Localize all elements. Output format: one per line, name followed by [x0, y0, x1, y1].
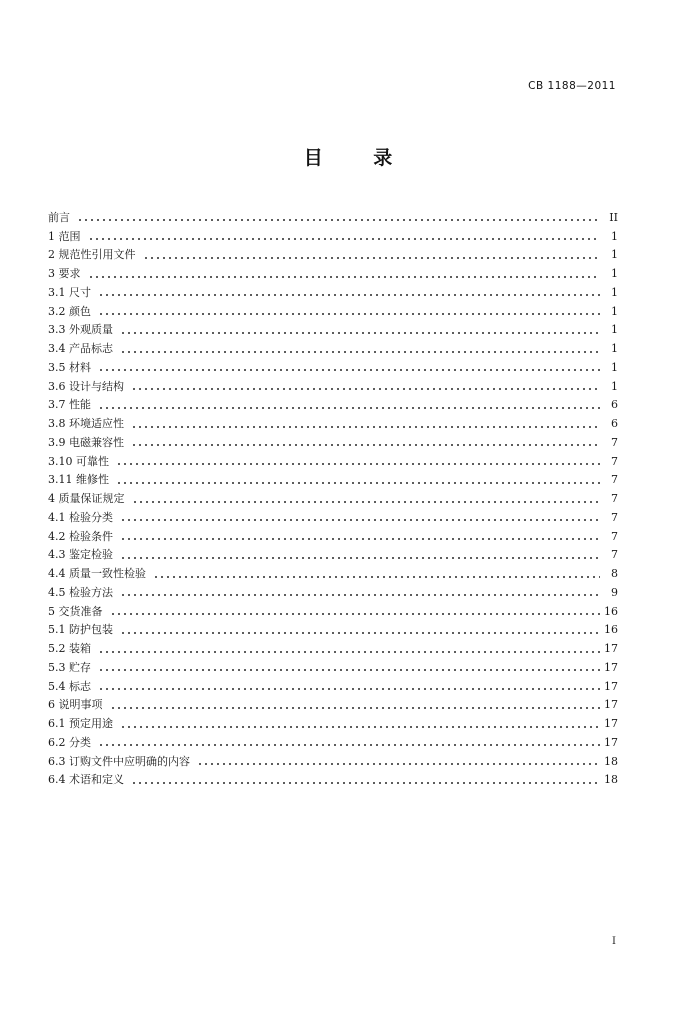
page-number: I [612, 936, 616, 947]
toc-entry-label: 4.3 鉴定检验 [48, 548, 113, 562]
toc-entry[interactable] [48, 283, 618, 302]
toc-dot-leader [110, 707, 601, 709]
toc-dot-leader [98, 313, 600, 315]
toc-entry-page: 9 [611, 585, 618, 599]
toc-entry-label: 3.1 尺寸 [48, 285, 91, 299]
toc-entry-page: 7 [611, 510, 618, 524]
toc-entry-page: 17 [604, 642, 618, 656]
toc-entry-label: 3 要求 [48, 267, 81, 281]
toc-entry[interactable] [48, 639, 618, 658]
toc-dot-leader [98, 651, 600, 653]
toc-list [48, 208, 618, 789]
toc-entry-label: 4.4 质量一致性检验 [48, 567, 146, 581]
toc-dot-leader [98, 744, 600, 746]
toc-entry[interactable] [48, 602, 618, 621]
toc-dot-leader [110, 613, 601, 615]
toc-entry-label: 3.3 外观质量 [48, 323, 113, 337]
toc-entry-page: 1 [611, 304, 618, 318]
toc-entry-label: 4.2 检验条件 [48, 529, 113, 543]
toc-entry-page: 7 [611, 492, 618, 506]
toc-entry-page: 1 [611, 229, 618, 243]
toc-entry-page: 8 [611, 567, 618, 581]
toc-entry-page: 1 [611, 342, 618, 356]
toc-entry-label: 6 说明事项 [48, 698, 103, 712]
toc-entry-label: 3.4 产品标志 [48, 342, 113, 356]
toc-entry-label: 前言 [48, 210, 70, 224]
toc-entry-page: 18 [604, 773, 618, 787]
toc-dot-leader [98, 294, 600, 296]
toc-dot-leader [88, 238, 601, 240]
toc-entry-page: 17 [604, 735, 618, 749]
toc-entry-page: 1 [611, 248, 618, 262]
toc-entry[interactable] [48, 339, 618, 358]
toc-entry[interactable] [48, 658, 618, 677]
toc-entry-label: 5.2 装箱 [48, 642, 91, 656]
toc-entry-label: 4 质量保证规定 [48, 492, 125, 506]
toc-dot-leader [131, 426, 600, 428]
toc-dot-leader [131, 444, 600, 446]
toc-dot-leader [98, 669, 600, 671]
toc-entry-page: II [609, 210, 618, 224]
toc-entry[interactable] [48, 489, 618, 508]
toc-entry-page: 1 [611, 379, 618, 393]
toc-dot-leader [143, 257, 601, 259]
toc-dot-leader [116, 482, 600, 484]
toc-entry-page: 7 [611, 473, 618, 487]
toc-entry-page: 17 [604, 660, 618, 674]
toc-entry[interactable] [48, 302, 618, 321]
toc-dot-leader [120, 726, 600, 728]
toc-entry[interactable] [48, 696, 618, 715]
toc-entry[interactable] [48, 452, 618, 471]
toc-entry-label: 5.3 贮存 [48, 660, 91, 674]
toc-dot-leader [120, 538, 600, 540]
toc-entry-page: 7 [611, 548, 618, 562]
toc-dot-leader [131, 782, 600, 784]
toc-entry-label: 5.1 防护包装 [48, 623, 113, 637]
toc-entry-page: 1 [611, 267, 618, 281]
toc-dot-leader [197, 763, 600, 765]
toc-entry[interactable] [48, 771, 618, 790]
toc-entry[interactable] [48, 208, 618, 227]
document-code: CB 1188—2011 [528, 80, 616, 92]
toc-entry-label: 4.1 检验分类 [48, 510, 113, 524]
toc-dot-leader [132, 501, 601, 503]
toc-dot-leader [98, 688, 600, 690]
toc-entry-page: 1 [611, 285, 618, 299]
toc-entry-page: 16 [604, 623, 618, 637]
toc-entry-label: 6.2 分类 [48, 735, 91, 749]
toc-entry[interactable] [48, 377, 618, 396]
toc-entry-label: 3.2 颜色 [48, 304, 91, 318]
toc-entry[interactable] [48, 227, 618, 246]
toc-dot-leader [88, 276, 601, 278]
toc-entry-label: 3.5 材料 [48, 360, 91, 374]
toc-entry-page: 7 [611, 435, 618, 449]
toc-dot-leader [153, 576, 600, 578]
toc-dot-leader [120, 351, 600, 353]
toc-entry[interactable] [48, 358, 618, 377]
toc-entry-label: 3.9 电磁兼容性 [48, 435, 124, 449]
toc-entry-page: 7 [611, 454, 618, 468]
toc-entry[interactable] [48, 564, 618, 583]
toc-dot-leader [120, 332, 600, 334]
toc-entry-label: 2 规范性引用文件 [48, 248, 136, 262]
toc-dot-leader [120, 632, 600, 634]
toc-entry-page: 1 [611, 323, 618, 337]
toc-entry-page: 17 [604, 698, 618, 712]
toc-entry-label: 3.7 性能 [48, 398, 91, 412]
toc-dot-leader [77, 219, 600, 221]
toc-entry[interactable] [48, 527, 618, 546]
toc-dot-leader [98, 407, 600, 409]
toc-entry-label: 3.10 可靠性 [48, 454, 109, 468]
toc-entry[interactable] [48, 433, 618, 452]
toc-dot-leader [120, 594, 600, 596]
toc-entry[interactable] [48, 264, 618, 283]
toc-entry-label: 6.1 预定用途 [48, 717, 113, 731]
toc-entry[interactable] [48, 752, 618, 771]
toc-entry-page: 6 [611, 417, 618, 431]
toc-entry[interactable] [48, 321, 618, 340]
toc-dot-leader [98, 369, 600, 371]
toc-entry[interactable] [48, 714, 618, 733]
toc-entry-page: 1 [611, 360, 618, 374]
toc-entry-page: 17 [604, 679, 618, 693]
toc-entry-label: 6.4 术语和定义 [48, 773, 124, 787]
toc-entry[interactable] [48, 246, 618, 265]
toc-dot-leader [120, 519, 600, 521]
toc-entry[interactable] [48, 546, 618, 565]
toc-dot-leader [131, 388, 600, 390]
toc-entry-label: 6.3 订购文件中应明确的内容 [48, 754, 190, 768]
toc-entry[interactable] [48, 414, 618, 433]
toc-title: 目 录 [303, 147, 415, 169]
toc-entry-page: 17 [604, 717, 618, 731]
toc-entry-page: 6 [611, 398, 618, 412]
toc-entry[interactable] [48, 733, 618, 752]
toc-entry-page: 18 [604, 754, 618, 768]
toc-entry-label: 3.6 设计与结构 [48, 379, 124, 393]
toc-entry-label: 5 交货准备 [48, 604, 103, 618]
toc-entry-label: 5.4 标志 [48, 679, 91, 693]
toc-entry-label: 3.8 环境适应性 [48, 417, 124, 431]
toc-entry[interactable] [48, 583, 618, 602]
toc-entry[interactable] [48, 677, 618, 696]
toc-entry[interactable] [48, 508, 618, 527]
toc-entry-label: 4.5 检验方法 [48, 585, 113, 599]
toc-entry-page: 7 [611, 529, 618, 543]
toc-entry[interactable] [48, 471, 618, 490]
toc-dot-leader [120, 557, 600, 559]
toc-entry-label: 3.11 维修性 [48, 473, 109, 487]
toc-entry[interactable] [48, 396, 618, 415]
toc-entry-page: 16 [604, 604, 618, 618]
toc-dot-leader [116, 463, 600, 465]
toc-entry[interactable] [48, 621, 618, 640]
toc-entry-label: 1 范围 [48, 229, 81, 243]
